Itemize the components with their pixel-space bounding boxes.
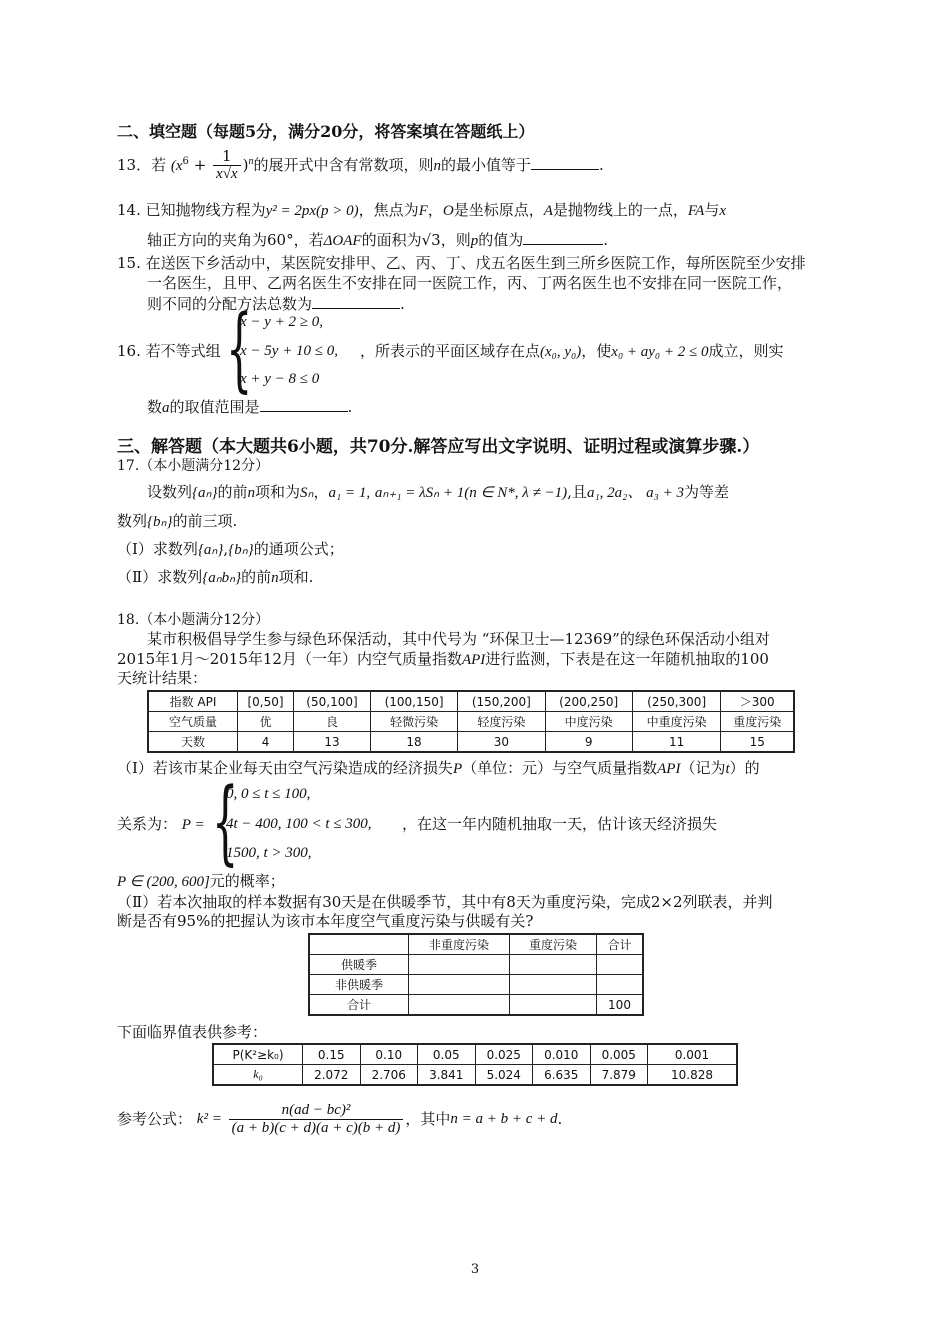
table-cell: ＞300 bbox=[721, 691, 794, 712]
table-cell: 供暖季 bbox=[309, 955, 409, 975]
q16-text4: 数 bbox=[147, 398, 163, 416]
q17-an: {aₙ} bbox=[192, 485, 218, 501]
q14-answer-blank[interactable] bbox=[523, 230, 603, 245]
q18-text2: 进行监测，下表是在这一年随机抽取的100 bbox=[485, 650, 769, 668]
table-row bbox=[309, 995, 643, 1016]
q17-p1-an: {aₙ} bbox=[197, 542, 224, 558]
q18-prob-line bbox=[117, 873, 285, 891]
table-cell[interactable] bbox=[597, 975, 644, 995]
q18-relation-post: ，在这一年内随机抽取一天，估计该天经济损失 bbox=[402, 815, 718, 833]
q16-answer-blank[interactable] bbox=[260, 397, 348, 412]
q17-p1-comma: , bbox=[223, 540, 229, 558]
table-cell bbox=[309, 934, 409, 955]
table-cell: 100 bbox=[597, 995, 644, 1016]
table-row bbox=[309, 975, 643, 995]
q17-bn: {bₙ} bbox=[147, 514, 173, 530]
table-row bbox=[148, 732, 794, 753]
question-16-line2 bbox=[147, 397, 352, 417]
table-cell: 良 bbox=[294, 712, 371, 732]
q13-expr: (x bbox=[170, 157, 183, 174]
q16-ineq-row3: x + y − 8 ≤ 0 bbox=[240, 371, 320, 387]
table-cell: 18 bbox=[370, 732, 457, 753]
q17-p2-text2: 的前 bbox=[241, 568, 272, 586]
q18-prob-text: 元的概率； bbox=[209, 872, 285, 890]
q18-brace: { bbox=[212, 768, 239, 875]
table-cell: 天数 bbox=[148, 732, 238, 753]
table-cell: 10.828 bbox=[648, 1065, 738, 1086]
q17-text7: 数列 bbox=[117, 512, 148, 530]
q14-text2: ，焦点为 bbox=[358, 201, 419, 219]
page-number: 3 bbox=[470, 1262, 480, 1277]
q18-line3: 天统计结果： bbox=[117, 669, 208, 687]
contingency-table bbox=[308, 933, 644, 1016]
table-row bbox=[213, 1065, 737, 1086]
q14-equation: y² = 2px(p > 0) bbox=[265, 203, 359, 219]
q13-text2: 的展开式中含有常数项，则 bbox=[253, 155, 434, 174]
q14-text8: 的面积为 bbox=[361, 231, 422, 249]
q16-end: . bbox=[347, 398, 353, 416]
table-cell: P(K²≥k₀) bbox=[213, 1044, 303, 1065]
table-cell: 6.635 bbox=[533, 1065, 591, 1086]
table-cell: 5.024 bbox=[475, 1065, 533, 1086]
table-cell: 13 bbox=[294, 732, 371, 753]
table-cell: (50,100] bbox=[294, 691, 371, 712]
q16-text2: ，使 bbox=[581, 342, 612, 360]
table-cell: 15 bbox=[721, 732, 794, 753]
q14-text7: ，若 bbox=[293, 231, 324, 249]
q16-text: ，所表示的平面区域存在点 bbox=[360, 342, 541, 360]
table-cell: 4 bbox=[238, 732, 294, 753]
q14-x: x bbox=[719, 203, 727, 219]
table-cell[interactable] bbox=[510, 975, 597, 995]
table-cell: 30 bbox=[458, 732, 545, 753]
q17-line1 bbox=[147, 484, 729, 502]
table-cell: k₀ bbox=[213, 1065, 303, 1086]
q14-text3: 是坐标原点， bbox=[453, 201, 544, 219]
q16-prefix: 16. 若不等式组 bbox=[117, 342, 221, 360]
q16-brace: { bbox=[226, 295, 253, 402]
q17-terms: a₁, 2a₂、 a₃ + 3 bbox=[586, 485, 684, 501]
q17-text3: 项和为 bbox=[255, 483, 301, 501]
table-cell: 0.005 bbox=[590, 1044, 648, 1065]
formula-label: 参考公式： bbox=[117, 1110, 193, 1129]
table-cell: (200,250] bbox=[545, 691, 632, 712]
formula-end: . bbox=[557, 1110, 563, 1129]
q14-text10: 的值为 bbox=[478, 231, 524, 249]
q14-triangle: ΔOAF bbox=[323, 233, 362, 249]
q14-text4: 是抛物线上的一点， bbox=[552, 201, 688, 219]
q18-api: API bbox=[461, 652, 486, 668]
section2-heading: 二、填空题（每题5分，满分20分，将答案填在答题纸上） bbox=[117, 122, 535, 141]
q14-end: . bbox=[603, 231, 609, 249]
q17-p1-text2: 的通项公式； bbox=[253, 540, 344, 558]
table-cell[interactable] bbox=[510, 995, 597, 1016]
table-cell: 2.072 bbox=[303, 1065, 361, 1086]
q18-p1-text: （Ⅰ）若该市某企业每天由空气污染造成的经济损失 bbox=[117, 759, 453, 777]
q17-n: n bbox=[247, 485, 256, 501]
question-16-line1 bbox=[360, 343, 784, 361]
table-cell[interactable] bbox=[409, 975, 510, 995]
formula-denominator: (a + b)(c + d)(a + c)(b + d) bbox=[231, 1120, 401, 1137]
q18-part2-line1: （Ⅱ）若本次抽取的样本数据有30天是在供暖季节，其中有8天为重度污染，完成2×2列联表，并判 bbox=[117, 893, 773, 911]
question-15-line3 bbox=[147, 294, 405, 313]
table-cell: 0.010 bbox=[533, 1044, 591, 1065]
question-15-line2: 一名医生，且甲、乙两名医生不安排在同一医院工作，丙、丁两名医生也不安排在同一医院工作， bbox=[147, 274, 793, 292]
q17-p2-n: n bbox=[271, 570, 279, 586]
q13-text3: 的最小值等于 bbox=[440, 155, 531, 174]
table-cell: 重度污染 bbox=[721, 712, 794, 732]
table-row bbox=[148, 712, 794, 732]
q15-text: 则不同的分配方法总数为 bbox=[147, 295, 313, 313]
q13-exp-n: n bbox=[248, 155, 254, 167]
table-cell[interactable] bbox=[597, 955, 644, 975]
table-cell: 合计 bbox=[597, 934, 644, 955]
q17-part1 bbox=[117, 541, 344, 559]
q18-rel-text: 关系为： bbox=[117, 815, 178, 833]
q14-FA: FA bbox=[687, 203, 705, 219]
q18-relation-prefix bbox=[117, 816, 205, 834]
table-cell: (150,200] bbox=[458, 691, 545, 712]
q17-p2-anbn: {aₙbₙ} bbox=[202, 570, 242, 586]
q17-text6: 为等差 bbox=[683, 483, 729, 501]
table-cell: 7.879 bbox=[590, 1065, 648, 1086]
table-cell: 非供暖季 bbox=[309, 975, 409, 995]
critical-table-label: 下面临界值表供参考： bbox=[117, 1023, 268, 1041]
q17-p2-text3: 项和. bbox=[278, 568, 314, 586]
formula-numerator: n(ad − bc)² bbox=[229, 1102, 404, 1120]
q16-point: (x₀, y₀) bbox=[540, 344, 582, 360]
table-cell: 中度污染 bbox=[545, 712, 632, 732]
q15-end: . bbox=[400, 295, 405, 313]
q17-text4: ， bbox=[313, 483, 329, 501]
question-13 bbox=[117, 148, 604, 184]
question-14-line1 bbox=[117, 202, 726, 220]
section3-heading: 三、解答题（本大题共6小题，共70分.解答应写出文字说明、证明过程或演算步骤.） bbox=[117, 437, 760, 457]
q17-text2: 的前 bbox=[217, 483, 248, 501]
formula-text: ，其中 bbox=[405, 1110, 451, 1129]
table-row bbox=[213, 1044, 737, 1065]
table-cell: 0.10 bbox=[360, 1044, 418, 1065]
table-cell[interactable] bbox=[409, 955, 510, 975]
formula-line bbox=[117, 1102, 562, 1138]
table-cell: [0,50] bbox=[238, 691, 294, 712]
q13-frac-num: 1 bbox=[213, 148, 241, 166]
q17-a1: a₁ = 1, bbox=[328, 485, 371, 501]
q18-p1-text4: ）的 bbox=[729, 759, 760, 777]
q13-answer-blank[interactable] bbox=[531, 155, 599, 170]
q18-line1: 某市积极倡导学生参与绿色环保活动，其中代号为 “环保卫士—12369”的绿色环保活动小组对 bbox=[147, 630, 770, 648]
q13-number: 13． bbox=[117, 155, 152, 174]
q13-var: n bbox=[433, 157, 441, 174]
q18-t: t bbox=[725, 761, 730, 777]
q17-title: 17.（本小题满分12分） bbox=[117, 458, 270, 474]
q17-text: 设数列 bbox=[147, 483, 193, 501]
critical-value-table bbox=[212, 1043, 738, 1086]
q17-p2-text: （Ⅱ）求数列 bbox=[117, 568, 203, 586]
table-cell: 空气质量 bbox=[148, 712, 238, 732]
q14-A: A bbox=[543, 203, 553, 219]
table-cell: 重度污染 bbox=[510, 934, 597, 955]
q16-ineq-row1: x − y + 2 ≥ 0, bbox=[240, 314, 324, 330]
q17-Sn: Sₙ bbox=[300, 485, 314, 501]
q18-case2: 4t − 400, 100 < t ≤ 300, bbox=[226, 816, 372, 832]
table-cell: 0.15 bbox=[303, 1044, 361, 1065]
table-row bbox=[309, 955, 643, 975]
q17-line2 bbox=[117, 513, 237, 531]
q16-text3: 成立，则实 bbox=[708, 342, 784, 360]
table-cell: 11 bbox=[632, 732, 721, 753]
table-cell: 轻度污染 bbox=[458, 712, 545, 732]
formula-k2: k² = bbox=[196, 1111, 222, 1128]
q18-line2 bbox=[117, 651, 769, 669]
q14-F: F bbox=[418, 203, 428, 219]
q14-text: 14. 已知抛物线方程为 bbox=[117, 201, 266, 219]
q17-text5: ,且 bbox=[567, 483, 587, 501]
table-cell: (250,300] bbox=[632, 691, 721, 712]
q18-P-eq: P = bbox=[181, 817, 205, 833]
q14-text6: 轴正方向的夹角为 bbox=[147, 231, 268, 249]
q13-exp: 6 bbox=[182, 155, 189, 167]
q14-text5: 与 bbox=[704, 201, 720, 219]
q14-angle: 60° bbox=[267, 231, 294, 249]
table-cell[interactable] bbox=[409, 995, 510, 1016]
q18-p1-text2: （单位：元）与空气质量指数 bbox=[462, 759, 658, 777]
table-cell: 指数 API bbox=[148, 691, 238, 712]
table-row bbox=[148, 691, 794, 712]
q13-frac-den: x√x bbox=[216, 166, 238, 183]
table-cell: 合计 bbox=[309, 995, 409, 1016]
q14-O: O bbox=[442, 203, 454, 219]
q14-p: p bbox=[470, 233, 479, 249]
q16-ineq-row2: x − 5y + 10 ≤ 0, bbox=[240, 343, 339, 359]
table-cell: 0.025 bbox=[475, 1044, 533, 1065]
q13-plus: + bbox=[188, 155, 212, 174]
q18-case3: 1500, t > 300, bbox=[226, 845, 312, 861]
q18-case1: 0, 0 ≤ t ≤ 100, bbox=[226, 786, 311, 802]
q13-expr-close: ) bbox=[242, 155, 249, 174]
q13-text: 若 bbox=[151, 155, 167, 174]
q17-text8: 的前三项. bbox=[172, 512, 238, 530]
q17-p1-bn: {bₙ} bbox=[228, 542, 254, 558]
q13-end: . bbox=[598, 155, 604, 174]
table-cell: 2.706 bbox=[360, 1065, 418, 1086]
q18-title: 18.（本小题满分12分） bbox=[117, 612, 270, 628]
q16-a: a bbox=[162, 400, 170, 416]
table-cell: 中重度污染 bbox=[632, 712, 721, 732]
table-cell: 轻微污染 bbox=[370, 712, 457, 732]
table-cell[interactable] bbox=[510, 955, 597, 975]
table-cell: 9 bbox=[545, 732, 632, 753]
q17-recurrence: aₙ₊₁ = λSₙ + 1(n ∈ N*, λ ≠ −1) bbox=[374, 485, 568, 501]
q14-text9: ，则 bbox=[440, 231, 471, 249]
table-cell: 0.001 bbox=[648, 1044, 738, 1065]
q18-prob-range: P ∈ (200, 600] bbox=[117, 874, 210, 890]
q14-sqrt3: √3 bbox=[421, 231, 441, 249]
q16-condition: x₀ + ay₀ + 2 ≤ 0 bbox=[611, 344, 709, 360]
q18-part2-line2: 断是否有95%的把握认为该市本年度空气重度污染与供暖有关? bbox=[117, 912, 534, 930]
question-14-line2 bbox=[147, 230, 608, 250]
q13-fraction bbox=[213, 148, 241, 184]
q17-p1-text: （Ⅰ）求数列 bbox=[117, 540, 198, 558]
q15-answer-blank[interactable] bbox=[312, 294, 400, 309]
q18-api2: API bbox=[657, 761, 681, 777]
q18-p1-text3: （记为 bbox=[680, 759, 726, 777]
q18-text: 2015年1月～2015年12月（一年）内空气质量指数 bbox=[117, 650, 462, 668]
table-cell: 3.841 bbox=[418, 1065, 476, 1086]
table-cell: 0.05 bbox=[418, 1044, 476, 1065]
q16-text5: 的取值范围是 bbox=[169, 398, 260, 416]
question-15-line1: 15. 在送医下乡活动中，某医院安排甲、乙、丙、丁、戊五名医生到三所乡医院工作，每所医院至少安排 bbox=[117, 254, 806, 272]
table-cell: 非重度污染 bbox=[409, 934, 510, 955]
formula-fraction bbox=[229, 1102, 404, 1138]
api-table bbox=[147, 690, 795, 753]
q18-P: P bbox=[452, 761, 463, 777]
table-row bbox=[309, 934, 643, 955]
table-cell: 优 bbox=[238, 712, 294, 732]
table-cell: (100,150] bbox=[370, 691, 457, 712]
formula-n: n = a + b + c + d bbox=[450, 1111, 558, 1128]
q14-comma: ， bbox=[427, 201, 443, 219]
q17-part2 bbox=[117, 569, 313, 587]
